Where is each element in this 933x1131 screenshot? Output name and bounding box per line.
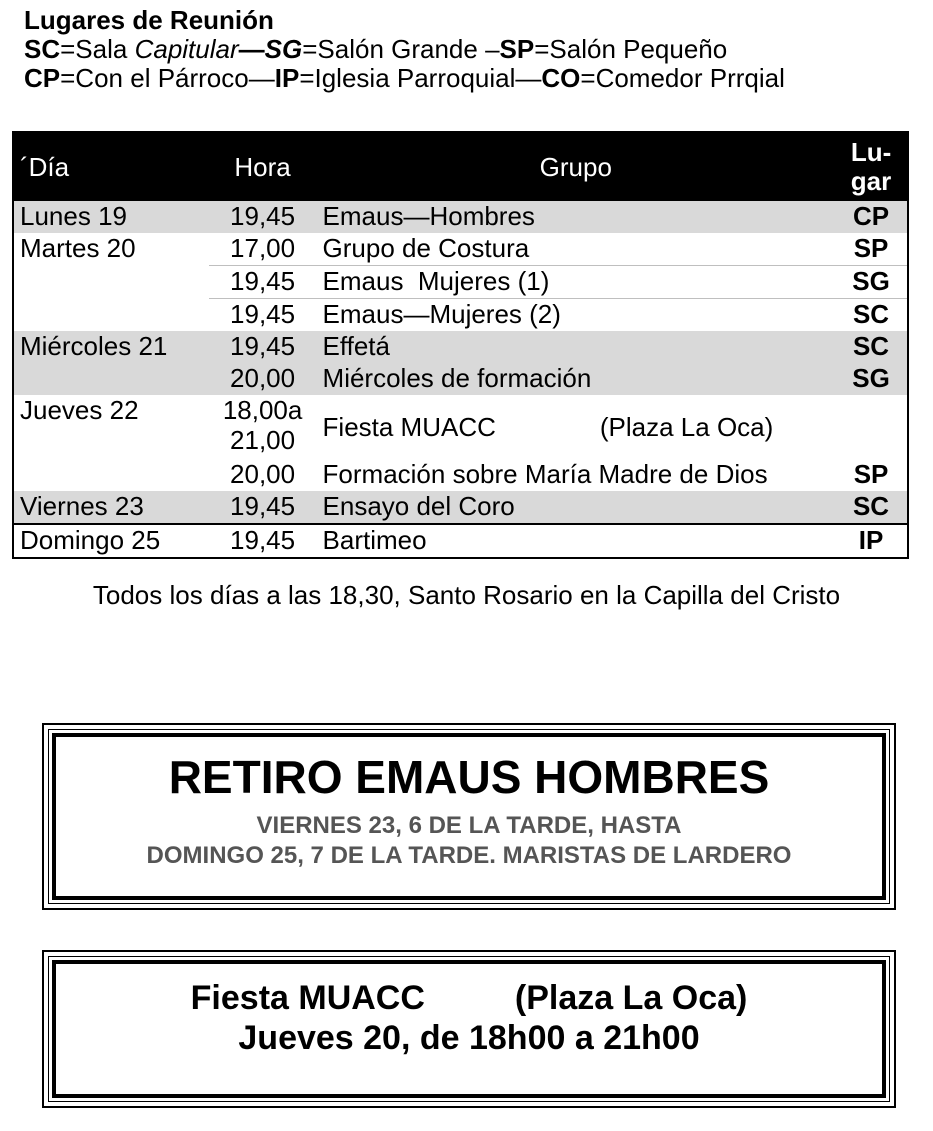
table-row (13, 363, 908, 395)
fiesta-when: Jueves 20, de 18h00 a 21h00 (238, 1019, 700, 1057)
cell-lugar: SG (835, 266, 908, 299)
rosario-note: Todos los días a las 18,30, Santo Rosario en la Capilla del Cristo (92, 580, 841, 610)
retiro-announcement (42, 723, 896, 910)
cell-hora: 19,45 (209, 266, 317, 299)
cell-grupo: Miércoles de formación (317, 363, 836, 395)
cell-place: (Plaza La Oca) (599, 412, 774, 442)
cell-lugar: SC (835, 331, 908, 363)
table-row (13, 299, 908, 332)
cell-dia (13, 459, 209, 491)
legend (24, 6, 785, 93)
table-row (13, 459, 908, 491)
cell-hora: 19,45 (209, 331, 317, 363)
table-header (13, 132, 908, 201)
cell-lugar: SG (835, 363, 908, 395)
cell-lugar: IP (858, 525, 884, 555)
cell-grupo: Bartimeo (322, 525, 427, 555)
cell-lugar: SC (835, 491, 908, 524)
table-row (13, 233, 908, 266)
cell-hora: 19,45 (209, 299, 317, 332)
cell-hora: 19,45 (209, 491, 317, 524)
cell-hora: 19,45 (230, 525, 296, 555)
header-dia: ´Día (13, 132, 209, 201)
cell-lugar: CP (835, 201, 908, 233)
retiro-line-1: VIERNES 23, 6 DE LA TARDE, HASTA (256, 812, 682, 839)
legend-line-1: SC=Sala Capitular—SG=Salón Grande –SP=Salón Pequeño (24, 34, 728, 64)
cell-hora: 19,45 (209, 201, 317, 233)
cell-lugar: SP (853, 459, 889, 489)
retiro-title: RETIRO EMAUS HOMBRES (168, 751, 770, 803)
header-hora: Hora (209, 132, 317, 201)
table-row (13, 524, 908, 558)
cell-hora: 20,00 (209, 363, 317, 395)
fiesta-announcement (42, 950, 896, 1108)
table-row (13, 201, 908, 233)
cell-dia (13, 266, 209, 299)
cell-grupo: Emaus Mujeres (1) (317, 266, 836, 299)
table-row (13, 266, 908, 299)
cell-grupo: Formación sobre María Madre de Dios (322, 459, 768, 489)
cell-hora: 17,00 (230, 233, 296, 263)
cell-grupo: Ensayo del Coro (317, 491, 836, 524)
table-row (13, 331, 908, 363)
cell-grupo: Fiesta MUACC (Plaza La Oca) (322, 412, 774, 442)
cell-grupo: Emaus—Hombres (317, 201, 836, 233)
cell-dia: Viernes 23 (13, 491, 209, 524)
cell-grupo: Emaus—Mujeres (2) (317, 299, 836, 332)
fiesta-place: (Plaza La Oca) (514, 979, 748, 1017)
fiesta-line-1 (56, 978, 882, 1018)
cell-dia (13, 363, 209, 395)
schedule-table (12, 131, 909, 559)
cell-dia: Lunes 19 (13, 201, 209, 233)
cell-lugar: SP (853, 233, 889, 263)
cell-dia: Martes 20 (20, 233, 136, 263)
cell-dia: Jueves 22 (20, 395, 139, 425)
cell-dia (13, 299, 209, 332)
cell-lugar: SC (835, 299, 908, 332)
legend-title: Lugares de Reunión (24, 5, 274, 35)
header-lugar: Lu- gar (835, 132, 908, 201)
table-row (13, 491, 908, 524)
header-grupo: Grupo (317, 132, 836, 201)
fiesta-name: Fiesta MUACC (190, 979, 425, 1017)
table-row (13, 395, 908, 459)
cell-grupo: Grupo de Costura (322, 233, 530, 263)
cell-hora: 18,00a 21,00 (222, 395, 303, 455)
legend-line-2: CP=Con el Párroco—IP=Iglesia Parroquial—CO=Comedor Prrqial (24, 63, 785, 93)
cell-hora: 20,00 (230, 459, 296, 489)
retiro-line-2: DOMINGO 25, 7 DE LA TARDE. MARISTAS DE LARDERO (146, 842, 792, 869)
cell-lugar (835, 395, 908, 459)
cell-grupo: Effetá (317, 331, 836, 363)
cell-dia: Domingo 25 (20, 525, 161, 555)
cell-dia: Miércoles 21 (13, 331, 209, 363)
